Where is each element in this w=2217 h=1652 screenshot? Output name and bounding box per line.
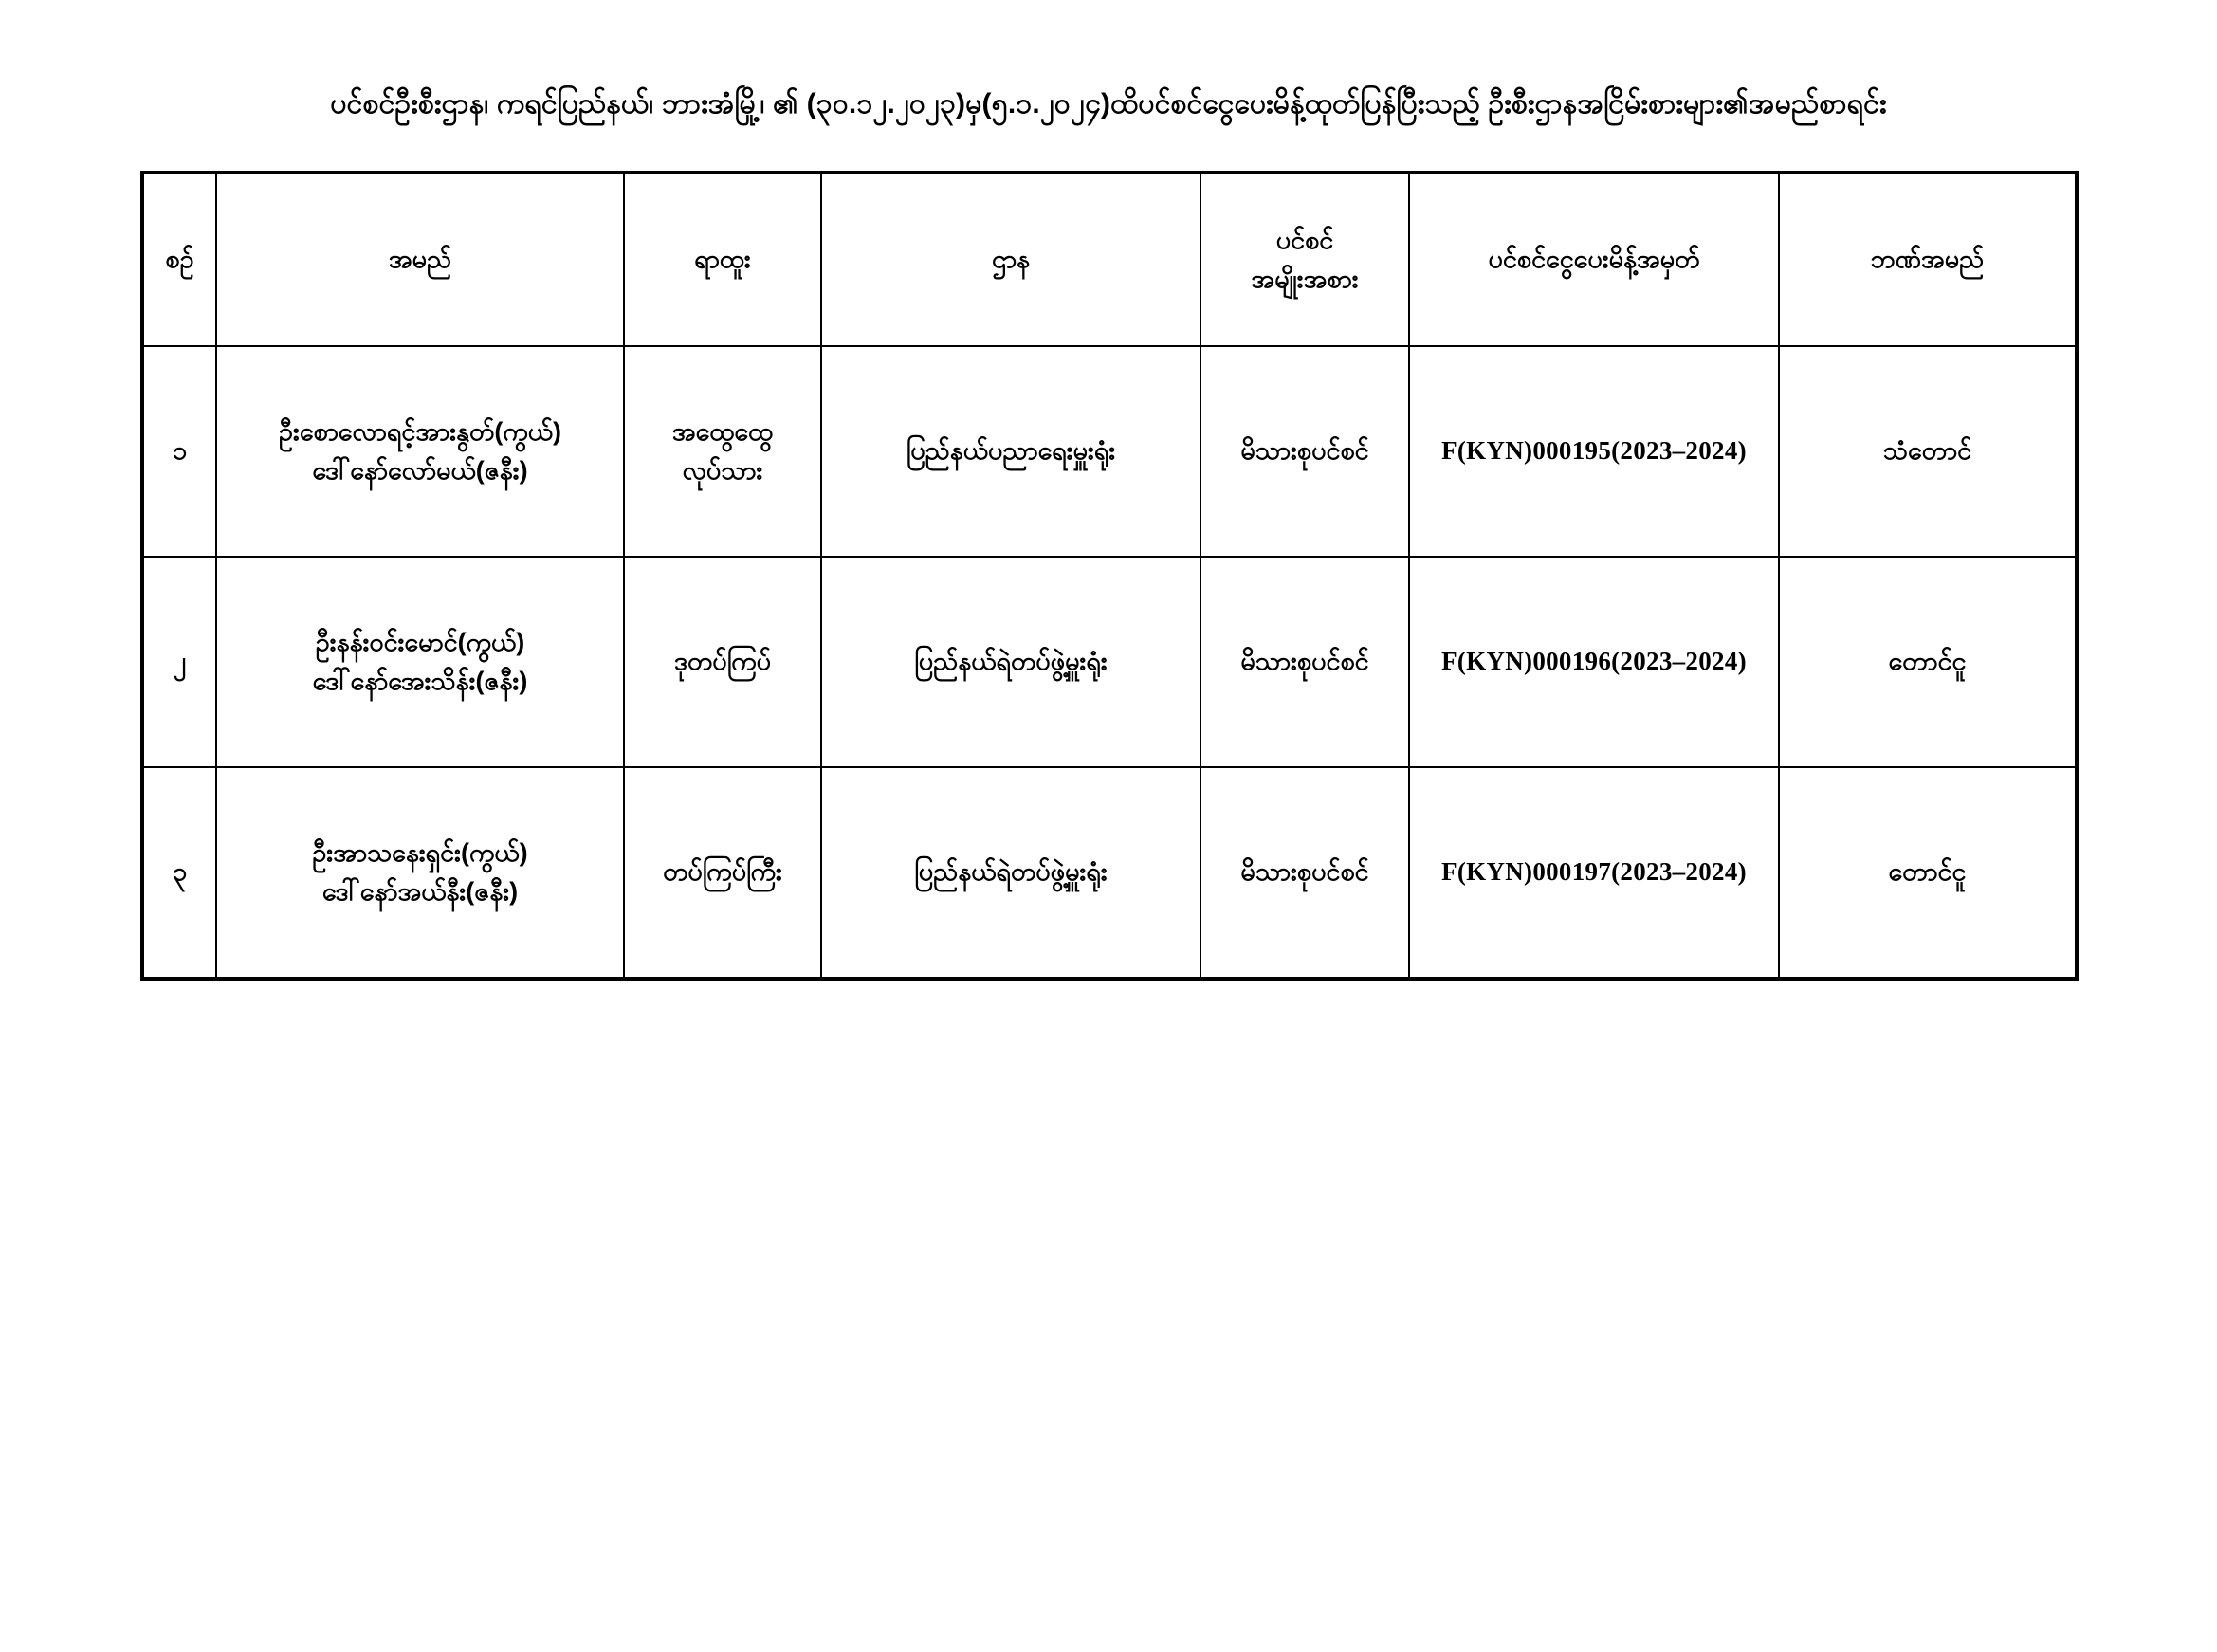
cell-name-line2: ဒေါ်နော်အေးသိန်း(ဇနီး) <box>312 666 528 695</box>
cell-rank-line1: အထွေထွေ <box>671 417 774 446</box>
cell-pension-type: မိသားစုပင်စင် <box>1200 767 1409 979</box>
cell-order-no: F(KYN)000195(2023–2024) <box>1409 346 1779 557</box>
cell-name-line1: ဦးစောလောရင့်အားနွတ်(ကွယ်) <box>279 417 561 446</box>
cell-name <box>216 346 624 557</box>
cell-rank <box>624 346 821 557</box>
table-row <box>142 767 2077 979</box>
page-title: ပင်စင်ဦးစီးဌာန၊ ကရင်ပြည်နယ်၊ ဘားအံမြို့၊ ၏ (၃၀.၁၂.၂၀၂၃)မှ(၅.၁.၂၀၂၄)ထိပင်စင်ငွေပေးမိန့်ထုတ်ပြန်ပြီးသည့် ဦးစီးဌာနအငြိမ်းစားများ၏အမည်စာရင်း <box>330 88 1887 119</box>
cell-name-line2: ဒေါ်နော်လော်မယ်(ဇနီး) <box>312 455 528 485</box>
cell-rank <box>624 767 821 979</box>
cell-no: ၃ <box>142 767 216 979</box>
cell-bank: တောင်ငူ <box>1779 557 2077 767</box>
column-header-pension-type-line1: ပင်စင် <box>1275 226 1334 254</box>
cell-name <box>216 557 624 767</box>
table-row <box>142 346 2077 557</box>
cell-department: ပြည်နယ်ပညာရေးမှူးရုံး <box>821 346 1200 557</box>
column-header-rank: ရာထူး <box>624 173 821 346</box>
column-header-department: ဌာန <box>821 173 1200 346</box>
column-header-pension-type <box>1200 173 1409 346</box>
column-header-order-no: ပင်စင်ငွေပေးမိန့်အမှတ် <box>1409 173 1779 346</box>
cell-bank: တောင်ငူ <box>1779 767 2077 979</box>
cell-order-no: F(KYN)000196(2023–2024) <box>1409 557 1779 767</box>
pension-list-table <box>140 171 2079 981</box>
column-header-no: စဉ် <box>142 173 216 346</box>
cell-pension-type: မိသားစုပင်စင် <box>1200 557 1409 767</box>
table-row <box>142 557 2077 767</box>
pension-table-container <box>140 171 2077 981</box>
cell-pension-type: မိသားစုပင်စင် <box>1200 346 1409 557</box>
cell-rank <box>624 557 821 767</box>
cell-name <box>216 767 624 979</box>
column-header-name: အမည် <box>216 173 624 346</box>
column-header-bank: ဘဏ်အမည် <box>1779 173 2077 346</box>
cell-rank-line1: တပ်ကြပ်ကြီး <box>663 857 782 887</box>
cell-bank: သံတောင် <box>1779 346 2077 557</box>
table-header-row <box>142 173 2077 346</box>
table-header <box>142 173 2077 346</box>
cell-department: ပြည်နယ်ရဲတပ်ဖွဲ့မှူးရုံး <box>821 767 1200 979</box>
cell-no: ၂ <box>142 557 216 767</box>
cell-department: ပြည်နယ်ရဲတပ်ဖွဲ့မှူးရုံး <box>821 557 1200 767</box>
column-header-pension-type-line2: အမျိုးအစား <box>1251 264 1359 293</box>
table-body <box>142 346 2077 979</box>
cell-name-line1: ဦးအာသနေးရှင်း(ကွယ်) <box>312 838 528 867</box>
cell-name-line2: ဒေါ်နော်အယ်နီး(ဇနီး) <box>321 876 519 906</box>
cell-rank-line2: လုပ်သား <box>682 455 763 485</box>
cell-order-no: F(KYN)000197(2023–2024) <box>1409 767 1779 979</box>
cell-rank-line1: ဒုတပ်ကြပ် <box>673 647 772 676</box>
cell-name-line1: ဦးနန်းဝင်းမောင်(ကွယ်) <box>315 628 525 656</box>
cell-no: ၁ <box>142 346 216 557</box>
document-page <box>0 83 2217 1652</box>
